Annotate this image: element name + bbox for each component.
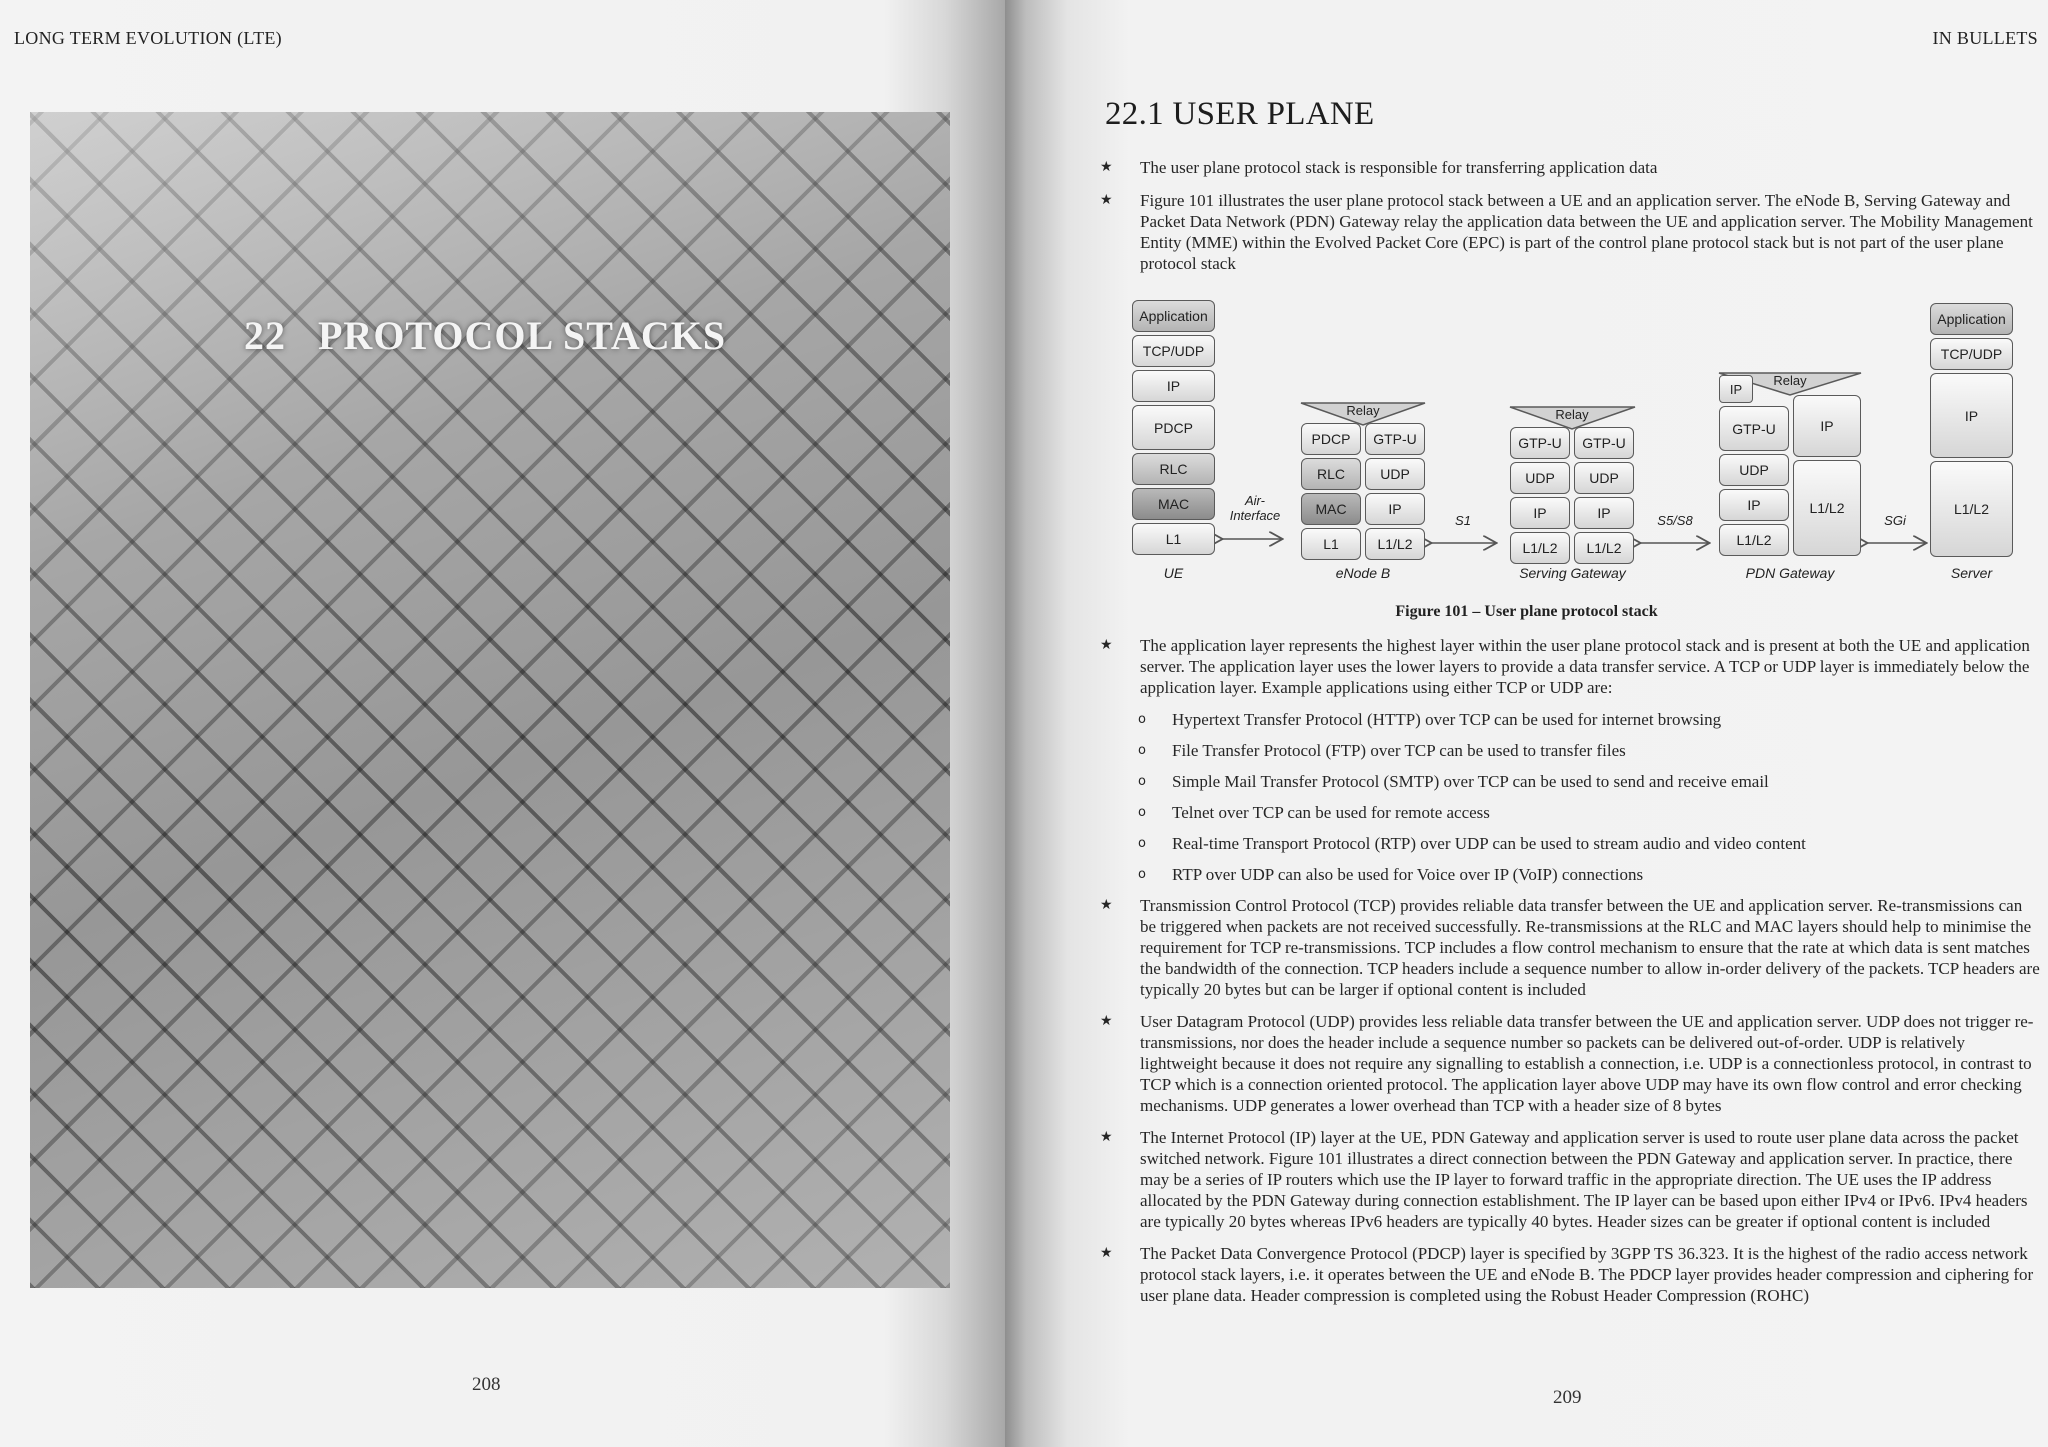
circle-bullet-icon: o (1138, 836, 1146, 851)
page-number: 209 (1553, 1387, 1582, 1408)
intro-bullets (1100, 157, 2040, 274)
chapter-title (244, 312, 726, 359)
sgw-left-layer-gtpu: GTP-U (1510, 427, 1570, 459)
enodeb-layer-gtpu: GTP-U (1365, 423, 1425, 455)
user-plane-protocol-stack-diagram (1105, 295, 2035, 595)
pgw-layer-udp: UDP (1719, 454, 1789, 486)
bullet-item: ★ Transmission Control Protocol (TCP) provides reliable data transfer between the UE and application server. Re-transmissions can be triggered when packets are not received successfully. Re-transmissions at the RLC and MAC layers should help to minimise the requirement for TCP re-transmissions. TCP includes a flow control mechanism to ensure that the rate at which data is sent matches the bandwidth of the connection. TCP headers include a sequence number to allow in-order delivery of the packets. TCP headers are typically 20 bytes but can be larger if optional content is included (1100, 896, 2040, 999)
chapter-cover-image (30, 112, 950, 1288)
diagram-connectors (1105, 295, 2035, 595)
circle-bullet-icon: o (1138, 867, 1146, 882)
circle-bullet-icon: o (1138, 743, 1146, 758)
bullet-item: ★ The Packet Data Convergence Protocol (PDCP) layer is specified by 3GPP TS 36.323. It is the highest of the radio access network protocol stack layers, i.e. it operates between the UE and eNode B. The PDCP layer provides header compression and ciphering for user plane data. Header compression is completed using the Robust Header Compression (ROHC) (1100, 1244, 2034, 1305)
sgw-relay-label: Relay (1555, 407, 1589, 422)
sub-list-item: o Telnet over TCP can be used for remote access (1138, 803, 1490, 822)
circle-bullet-icon: o (1138, 774, 1146, 789)
bullet-item: ★ The application layer represents the highest layer within the user plane protocol stack and is present at both the UE and application server. The application layer uses the lower layers to provide a data transfer service. A TCP or UDP layer is immediately below the application layer. Example applications using either TCP or UDP are: (1100, 636, 2030, 697)
pgw-relay-label: Relay (1773, 373, 1807, 388)
pgw-layer-l1l2-left: L1/L2 (1719, 524, 1789, 556)
sgi-label: SGi (1884, 513, 1906, 528)
enodeb-layer-mac: MAC (1301, 493, 1361, 525)
s5s8-label: S5/S8 (1657, 513, 1693, 528)
bullet-item: ★ User Datagram Protocol (UDP) provides less reliable data transfer between the UE and application server. UDP does not trigger re-transmissions, nor does the header include a sequence number so packets can be delivered out-of-order. UDP is relatively lightweight because it does not require any signalling to establish a connection, i.e. UDP is a connectionless protocol, in contrast to TCP which is a connection oriented protocol. The application layer above UDP may have its own flow control and error checking mechanisms. UDP generates a lower overhead than TCP with a header size of 8 bytes (1100, 1012, 2034, 1115)
enodeb-layer-rlc: RLC (1301, 458, 1361, 490)
ue-layer-tcp-udp: TCP/UDP (1132, 335, 1215, 367)
running-head: LONG TERM EVOLUTION (LTE) (14, 28, 282, 48)
sub-list-item: o Simple Mail Transfer Protocol (SMTP) over TCP can be used to send and receive email (1138, 772, 1769, 791)
enodeb-layer-udp: UDP (1365, 458, 1425, 490)
enodeb-layer-pdcp: PDCP (1301, 423, 1361, 455)
sgw-left-layer-ip: IP (1510, 497, 1570, 529)
air-interface-label: Air- Interface (1229, 493, 1281, 523)
star-bullet-icon: ★ (1100, 1013, 1113, 1029)
server-layer-ip: IP (1930, 373, 2013, 458)
sgw-left-layer-udp: UDP (1510, 462, 1570, 494)
sub-list-item: o Hypertext Transfer Protocol (HTTP) over TCP can be used for internet browsing (1138, 710, 1722, 729)
enodeb-relay-label: Relay (1346, 403, 1380, 418)
sub-list-item: o File Transfer Protocol (FTP) over TCP can be used to transfer files (1138, 741, 1626, 760)
pgw-left-layer-ip-top: IP (1719, 375, 1753, 403)
ue-layer-application: Application (1132, 300, 1215, 332)
sgw-right-layer-l1l2: L1/L2 (1574, 532, 1634, 564)
right-page (1005, 0, 2048, 1447)
pgw-layer-gtpu: GTP-U (1719, 406, 1789, 451)
pgw-layer-ip: IP (1719, 489, 1789, 521)
sgw-right-layer-udp: UDP (1574, 462, 1634, 494)
star-bullet-icon: ★ (1100, 897, 1113, 913)
enodeb-label: eNode B (1335, 565, 1391, 581)
pgw-right-layer-ip: IP (1793, 395, 1861, 457)
server-layer-application: Application (1930, 303, 2013, 335)
chapter-number: 22 (244, 313, 286, 358)
bullet-item: ★ The user plane protocol stack is responsible for transferring application data (1100, 158, 1658, 177)
ue-layer-mac: MAC (1132, 488, 1215, 520)
sgw-right-layer-ip: IP (1574, 497, 1634, 529)
ue-layer-rlc: RLC (1132, 453, 1215, 485)
figure-caption: Figure 101 – User plane protocol stack (1395, 603, 1658, 620)
ue-label: UE (1163, 565, 1184, 581)
enodeb-layer-l1: L1 (1301, 528, 1361, 560)
circle-bullet-icon: o (1138, 805, 1146, 820)
star-bullet-icon: ★ (1100, 1129, 1113, 1145)
sub-list-item: o RTP over UDP can also be used for Voice over IP (VoIP) connections (1138, 865, 1644, 884)
page-number: 208 (472, 1374, 501, 1395)
server-layer-tcp-udp: TCP/UDP (1930, 338, 2013, 370)
sub-list-item: o Real-time Transport Protocol (RTP) over UDP can be used to stream audio and video content (1138, 834, 1806, 853)
server-layer-l1l2: L1/L2 (1930, 461, 2013, 557)
server-label: Server (1950, 565, 1993, 581)
body-bullets (1100, 635, 2040, 1306)
star-bullet-icon: ★ (1100, 1245, 1113, 1261)
star-bullet-icon: ★ (1100, 159, 1113, 175)
bullet-item: ★ Figure 101 illustrates the user plane protocol stack between a UE and an application server. The eNode B, Serving Gateway and Packet Data Network (PDN) Gateway relay the application data between the UE and application server. The Mobility Management Entity (MME) within the Evolved Packet Core (EPC) is part of the control plane protocol stack but is not part of the user plane protocol stack (1100, 191, 2033, 273)
chapter-title-text: PROTOCOL STACKS (318, 313, 727, 358)
pdn-gateway-label: PDN Gateway (1745, 565, 1835, 581)
pgw-right-layer-l1l2: L1/L2 (1793, 460, 1861, 556)
sgw-right-layer-gtpu: GTP-U (1574, 427, 1634, 459)
bullet-item: ★ The Internet Protocol (IP) layer at the UE, PDN Gateway and application server is used to route user plane data across the packet switched network. Figure 101 illustrates a direct connection between the PDN Gateway and application server. In practice, there may be a series of IP routers which use the IP layer to forward traffic in the appropriate direction. The UE uses the IP address allocated by the PDN Gateway during connection establishment. The IP layer can be based upon either IPv4 or IPv6. IPv4 headers are typically 20 bytes whereas IPv6 headers are typically 40 bytes. Header sizes can be greater if optional content is included (1100, 1128, 2028, 1231)
ue-layer-l1: L1 (1132, 523, 1215, 555)
running-head: IN BULLETS (1932, 28, 2038, 48)
enodeb-layer-ip: IP (1365, 493, 1425, 525)
serving-gateway-label: Serving Gateway (1519, 565, 1626, 581)
ue-layer-ip: IP (1132, 370, 1215, 402)
sgw-left-layer-l1l2: L1/L2 (1510, 532, 1570, 564)
s1-label: S1 (1455, 513, 1471, 528)
star-bullet-icon: ★ (1100, 192, 1113, 208)
section-title: 22.1 USER PLANE (1105, 96, 1375, 132)
left-page (0, 0, 1005, 1447)
ue-layer-pdcp: PDCP (1132, 405, 1215, 450)
circle-bullet-icon: o (1138, 712, 1146, 727)
enodeb-layer-l1l2: L1/L2 (1365, 528, 1425, 560)
star-bullet-icon: ★ (1100, 637, 1113, 653)
